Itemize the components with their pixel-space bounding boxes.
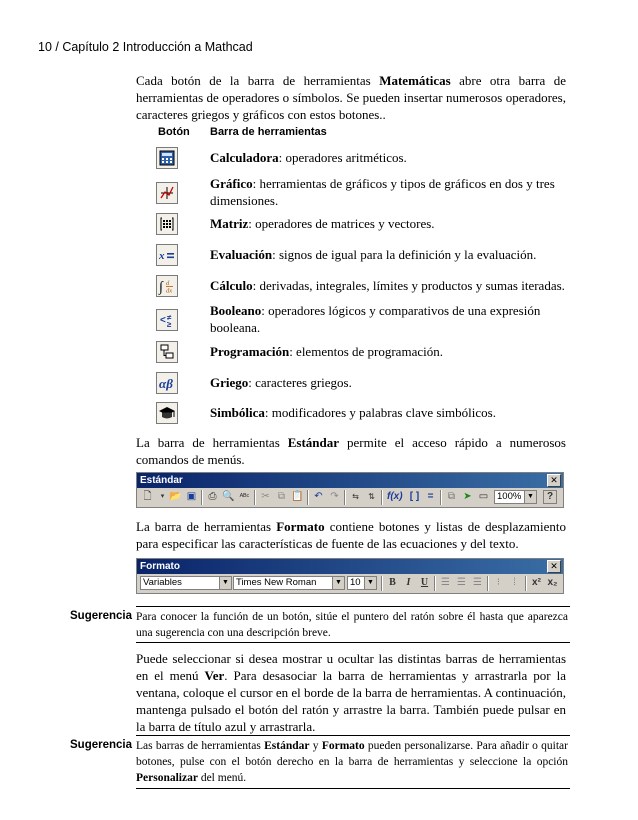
underline-button[interactable]: U [420,577,429,588]
svg-text:dx: dx [166,287,173,295]
row-text: Matriz: operadores de matrices y vectores. [210,216,435,231]
programming-icon [156,341,178,363]
align-vertical-icon[interactable]: ⇅ [368,492,375,501]
divider [136,606,570,607]
save-icon[interactable]: ▣ [186,491,197,502]
tip-label: Sugerencia [70,610,132,622]
calculate-icon[interactable]: = [427,491,434,502]
zoom-select[interactable]: 100% ▼ [494,490,537,504]
toolbar-title-bar[interactable] [137,473,563,488]
divider [136,735,570,736]
svg-text:<: < [160,315,166,326]
toolbar-title: Estándar [140,475,183,486]
calculator-icon [156,147,178,169]
svg-text:αβ: αβ [159,376,173,391]
chevron-down-icon[interactable]: ▼ [332,577,344,589]
tip-label: Sugerencia [70,739,132,751]
toolbar-title: Formato [140,561,180,572]
numbering-icon[interactable]: ⁞ [513,577,516,588]
align-right-icon[interactable]: ☰ [473,577,482,588]
chevron-down-icon[interactable]: ▼ [364,577,376,589]
column-header-button: Botón [158,126,190,138]
svg-text:≠: ≠ [167,313,172,322]
boolean-icon [156,309,178,331]
intro-paragraph [136,72,566,123]
superscript-icon[interactable]: x² [532,577,541,588]
row-text: Programación: elementos de programación. [210,344,443,359]
divider [136,788,570,789]
help-icon[interactable]: ? [543,490,557,504]
style-select[interactable]: Variables ▼ [140,576,232,590]
calculus-icon [156,275,178,297]
window-icon[interactable]: ▭ [478,491,489,502]
intro-bold: Matemáticas [379,73,451,88]
open-folder-icon[interactable]: 📂 [169,491,182,502]
font-size-select[interactable]: 10 ▼ [347,576,377,590]
format-paragraph: La barra de herramientas Formato contiene botones y listas de desplazamiento para especificar las características de fuente de las ecuaciones y del texto. [136,519,567,551]
italic-button[interactable]: I [406,577,411,588]
row-text: Evaluación: signos de igual para la definición y la evaluación. [210,247,537,262]
spell-check-icon[interactable]: ᴬᴮᶜ [239,492,250,501]
row-text: Booleano: operadores lógicos y comparativos de una expresión booleana. [210,303,541,335]
resource-center-icon[interactable]: ➤ [463,491,472,502]
greek-icon [156,372,178,394]
copy-icon[interactable]: ⧉ [277,491,286,502]
subscript-icon[interactable]: x₂ [547,577,558,588]
cut-icon[interactable]: ✂ [261,491,270,502]
graph-icon [156,182,178,204]
toolbar-title-bar[interactable] [137,559,563,574]
align-center-icon[interactable]: ☰ [457,577,466,588]
align-horizontal-icon[interactable]: ⇆ [352,492,359,501]
running-head: 10 / Capítulo 2 Introducción a Mathcad [38,40,253,54]
close-button[interactable]: ✕ [547,474,561,487]
print-preview-icon[interactable]: 🔍 [222,491,235,502]
align-left-icon[interactable]: ☰ [441,577,450,588]
paste-icon[interactable]: 📋 [291,491,304,502]
insert-function-icon[interactable]: f(x) [387,491,403,502]
matrix-icon [156,213,178,235]
column-header-toolbar: Barra de herramientas [210,126,327,138]
bold-button[interactable]: B [389,577,396,588]
close-button[interactable]: ✕ [547,560,561,573]
chevron-down-icon[interactable]: ▼ [524,491,536,503]
chevron-down-icon[interactable]: ▼ [219,577,231,589]
bullets-icon[interactable]: ⁝ [496,577,501,588]
standard-toolbar[interactable] [136,472,564,508]
svg-text:≥: ≥ [167,320,172,329]
print-icon[interactable]: ⎙ [208,491,217,502]
svg-text:x: x [159,250,165,262]
new-document-icon[interactable]: 🗋 [143,491,152,502]
component-wizard-icon[interactable]: ⧉ [447,491,456,502]
dropdown-arrow-icon[interactable]: ▾ [160,493,165,500]
row-text: Griego: caracteres griegos. [210,375,352,390]
tip-text: Las barras de herramientas Estándar y Formato pueden personalizarse. Para añadir o quitar botones, pulse con el botón derecho en la barra de herramientas y seleccione la opción Personalizar del menú. [136,740,568,784]
tip-text: Para conocer la función de un botón, sitúe el puntero del ratón sobre él hasta que aparezca una sugerencia con una descripción breve. [136,611,568,639]
format-toolbar[interactable] [136,558,564,594]
view-paragraph: Puede seleccionar si desea mostrar u ocultar las distintas barras de herramientas en el menú Ver. Para desasociar la barra de herramientas y arrastrarla por la ventana, coloque el cursor en el borde de la barra de herramientas. A continuación, mantenga pulsado el botón del ratón y arrastre la barra. También puede pulsar en la barra de título azul y arrastrarla. [136,651,566,734]
evaluation-icon [156,244,178,266]
row-text: Simbólica: modificadores y palabras clave simbólicos. [210,405,496,420]
divider [136,642,570,643]
symbolic-icon [156,402,178,424]
redo-icon[interactable]: ↷ [330,491,339,502]
intro-text-end: abre otra barra de herramientas de operadores o símbolos. Se pueden insertar numerosos operadores, caracteres griegos y gráficos con estos botones.. [136,73,566,122]
standard-paragraph: La barra de herramientas Estándar permite el acceso rápido a numerosos comandos de menús. [136,435,566,467]
insert-unit-icon[interactable]: [ ] [409,491,420,502]
row-text: Cálculo: derivadas, integrales, límites y productos y sumas iteradas. [210,278,565,293]
intro-text: Cada botón de la barra de herramientas [136,73,380,88]
svg-text:∫: ∫ [159,280,163,295]
svg-text:d: d [166,280,170,287]
row-text: Gráfico: herramientas de gráficos y tipos de gráficos en dos y tres dimensiones. [210,176,555,208]
font-select[interactable]: Times New Roman ▼ [233,576,345,590]
undo-icon[interactable]: ↶ [314,491,323,502]
row-text: Calculadora: operadores aritméticos. [210,150,407,165]
